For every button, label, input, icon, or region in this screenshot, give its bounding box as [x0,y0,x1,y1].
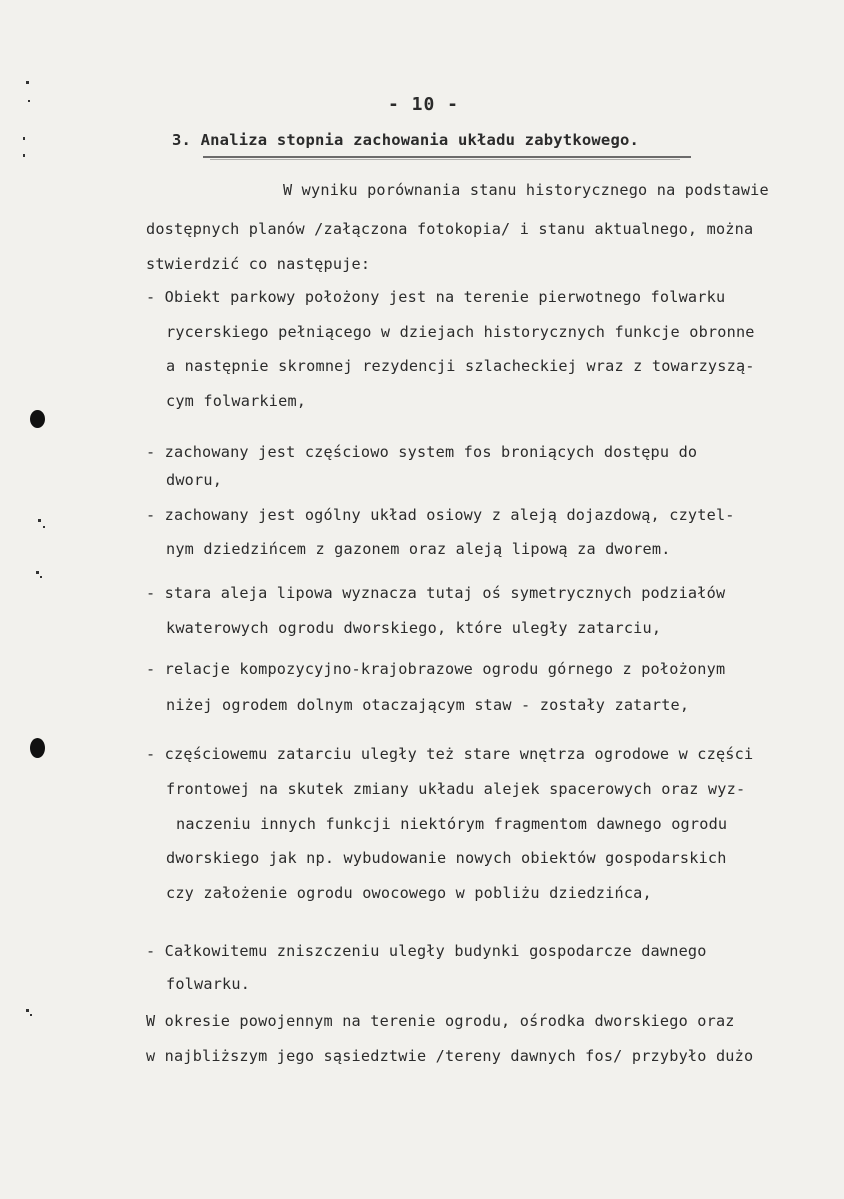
scan-speck [38,519,41,522]
list-item-line: - Całkowitemu zniszczeniu uległy budynki gospodarcze dawnego [146,942,707,960]
text-line: stwierdzić co następuje: [146,255,371,273]
punch-hole [30,738,45,758]
page-number: - 10 - [388,94,460,115]
list-item-line: nym dziedzińcem z gazonem oraz aleją lipową za dworem. [166,540,671,558]
scan-speck [26,1009,29,1012]
heading-underline-secondary [210,159,680,160]
text-line: dostępnych planów /załączona fotokopia/ i stanu aktualnego, można [146,220,754,238]
text-line: W okresie powojennym na terenie ogrodu, ośrodka dworskiego oraz [146,1012,735,1030]
list-item-line: rycerskiego pełniącego w dziejach historycznych funkcje obronne [166,323,755,341]
section-heading: 3. Analiza stopnia zachowania układu zabytkowego. [172,131,640,149]
scan-speck [26,81,29,84]
scan-speck [43,526,45,528]
list-item-line: - zachowany jest częściowo system fos broniących dostępu do [146,443,698,461]
list-item-line: - stara aleja lipowa wyznacza tutaj oś symetrycznych podziałów [146,584,726,602]
list-item-line: folwarku. [166,975,251,993]
punch-hole [30,410,45,428]
list-item-line: - relacje kompozycyjno-krajobrazowe ogrodu górnego z położonym [146,660,726,678]
heading-underline [203,156,691,158]
scan-speck [36,571,39,574]
text-line: w najbliższym jego sąsiedztwie /tereny dawnych fos/ przybyło dużo [146,1047,754,1065]
list-item-line: naczeniu innych funkcji niektórym fragmentom dawnego ogrodu [176,815,728,833]
scan-speck [28,100,30,102]
list-item-line: - częściowemu zatarciu uległy też stare wnętrza ogrodowe w części [146,745,754,763]
list-item-line: dworskiego jak np. wybudowanie nowych obiektów gospodarskich [166,849,727,867]
scan-speck [40,576,42,578]
list-item-line: niżej ogrodem dolnym otaczającym staw - zostały zatarte, [166,696,690,714]
list-item-line: kwaterowych ogrodu dworskiego, które uległy zatarciu, [166,619,662,637]
list-item-line: - zachowany jest ogólny układ osiowy z aleją dojazdową, czytel- [146,506,735,524]
text-line: W wyniku porównania stanu historycznego na podstawie [283,181,769,199]
list-item-line: czy założenie ogrodu owocowego w pobliżu dziedzińca, [166,884,652,902]
list-item-line: cym folwarkiem, [166,392,307,410]
list-item-line: - Obiekt parkowy położony jest na terenie pierwotnego folwarku [146,288,726,306]
scan-speck [30,1014,32,1016]
list-item-line: dworu, [166,471,223,489]
scan-speck [23,137,25,140]
scan-speck [23,154,25,157]
list-item-line: frontowej na skutek zmiany układu alejek spacerowych oraz wyz- [166,780,746,798]
list-item-line: a następnie skromnej rezydencji szlacheckiej wraz z towarzyszą- [166,357,755,375]
